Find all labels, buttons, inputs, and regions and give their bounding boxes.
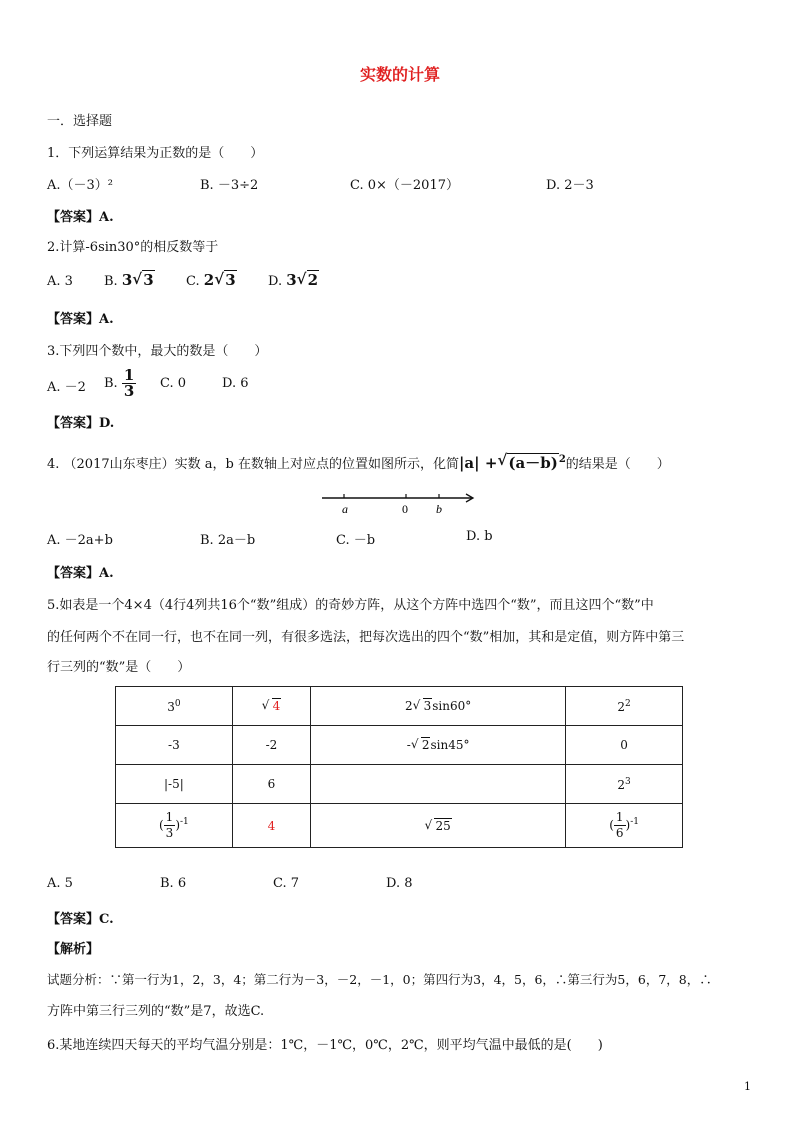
axis-label-b: b: [436, 502, 442, 516]
q3-option-d: D. 6: [222, 376, 249, 391]
cell-r4c4: ( $\frac{1}{6}$ )$^{-1}$: [566, 804, 683, 848]
table-row: [116, 726, 683, 765]
q3-answer: 【答案】D.: [47, 416, 115, 431]
q4-answer: 【答案】A.: [47, 566, 114, 581]
page-number: 1: [744, 1080, 751, 1093]
q5-stem-line2: 的任何两个不在同一行，也不在同一列，有很多选法，把每次选出的四个“数”相加，其和是定值，则方阵中第三: [47, 630, 685, 645]
cell-r3c3: [311, 765, 566, 804]
q5-analysis-line1: 试题分析：∵第一行为1，2，3，4；第二行为－3，－2，－1，0；第四行为3，4，5，6，∴第三行为5，6，7，8，∴: [47, 972, 712, 987]
q5-option-c: C. 7: [273, 876, 300, 891]
q5-analysis-line2: 方阵中第三行三列的“数”是7，故选C.: [47, 1004, 265, 1019]
q1-option-a: A.（－3）²: [47, 178, 114, 193]
q1-option-c: C. 0×（－2017）: [350, 178, 459, 193]
q2-option-d: D. 3√ 2: [268, 271, 319, 289]
q5-analysis-label: 【解析】: [47, 942, 100, 957]
q3-option-b: B. $\frac{1}{3}$: [104, 366, 135, 400]
q6-stem: 6.某地连续四天每天的平均气温分别是：1℃，－1℃，0℃，2℃，则平均气温中最低的是( ): [47, 1038, 603, 1053]
q4-option-a: A. －2a+b: [47, 533, 113, 548]
axis-label-a: a: [342, 502, 348, 516]
q1-stem: 1．下列运算结果为正数的是（ ）: [47, 146, 264, 161]
q2-stem: 2.计算-6sin30°的相反数等于: [47, 240, 219, 255]
page-title: 实数的计算: [359, 65, 440, 84]
cell-r2c3: -√ 2sin45°: [311, 726, 566, 765]
q1-option-d: D. 2－3: [546, 178, 594, 193]
q2-option-a: A. 3: [47, 274, 73, 289]
q5-stem-line3: 行三列的“数”是（ ）: [47, 660, 191, 675]
table-row: [116, 765, 683, 804]
cell-r1c4: $2^2$: [566, 687, 683, 726]
cell-r1c2: √ 4: [232, 687, 310, 726]
cell-r3c1: |-5|: [116, 765, 233, 804]
q2-option-c: C. 2√ 3: [186, 271, 237, 289]
q3-stem: 3.下列四个数中，最大的数是（ ）: [47, 344, 268, 359]
q3-option-a: A. －2: [47, 380, 86, 395]
q1-option-b: B. －3÷2: [200, 178, 259, 193]
q4-option-c: C. －b: [336, 533, 376, 548]
table-row: [116, 804, 683, 848]
q2-option-b: B. 3√ 3: [104, 271, 155, 289]
q4-stem: 4. （2017山东枣庄）实数 a，b 在数轴上对应点的位置如图所示，化简|a| +√ $(a-b)^2$的结果是（ ）: [47, 452, 670, 473]
q3-option-c: C. 0: [160, 376, 187, 391]
q4-option-d: D. b: [466, 529, 493, 544]
q5-option-d: D. 8: [386, 876, 413, 891]
cell-r2c1: -3: [116, 726, 233, 765]
cell-r3c2: 6: [232, 765, 310, 804]
cell-r4c1: ( $\frac{1}{3}$ )$^{-1}$: [116, 804, 233, 848]
cell-r3c4: $2^3$: [566, 765, 683, 804]
section-heading: 一．选择题: [47, 114, 113, 129]
cell-r1c3: 2√ 3sin60°: [311, 687, 566, 726]
cell-r4c3: √ 25: [311, 804, 566, 848]
cell-r4c2: 4: [232, 804, 310, 848]
q2-answer: 【答案】A.: [47, 312, 114, 327]
cell-r2c4: 0: [566, 726, 683, 765]
table-row: [116, 687, 683, 726]
number-line: [322, 489, 477, 519]
magic-square-table: [115, 686, 683, 848]
cell-r2c2: -2: [232, 726, 310, 765]
cell-r1c1: $3^0$: [116, 687, 233, 726]
q1-answer: 【答案】A.: [47, 210, 114, 225]
q5-stem-line1: 5.如表是一个4×4（4行4列共16个“数”组成）的奇妙方阵，从这个方阵中选四个“数”，而且这四个“数”中: [47, 598, 654, 613]
q4-option-b: B. 2a－b: [200, 533, 256, 548]
axis-label-0: 0: [402, 502, 408, 516]
q5-option-b: B. 6: [160, 876, 187, 891]
q5-option-a: A. 5: [47, 876, 73, 891]
q5-answer: 【答案】C.: [47, 912, 114, 927]
